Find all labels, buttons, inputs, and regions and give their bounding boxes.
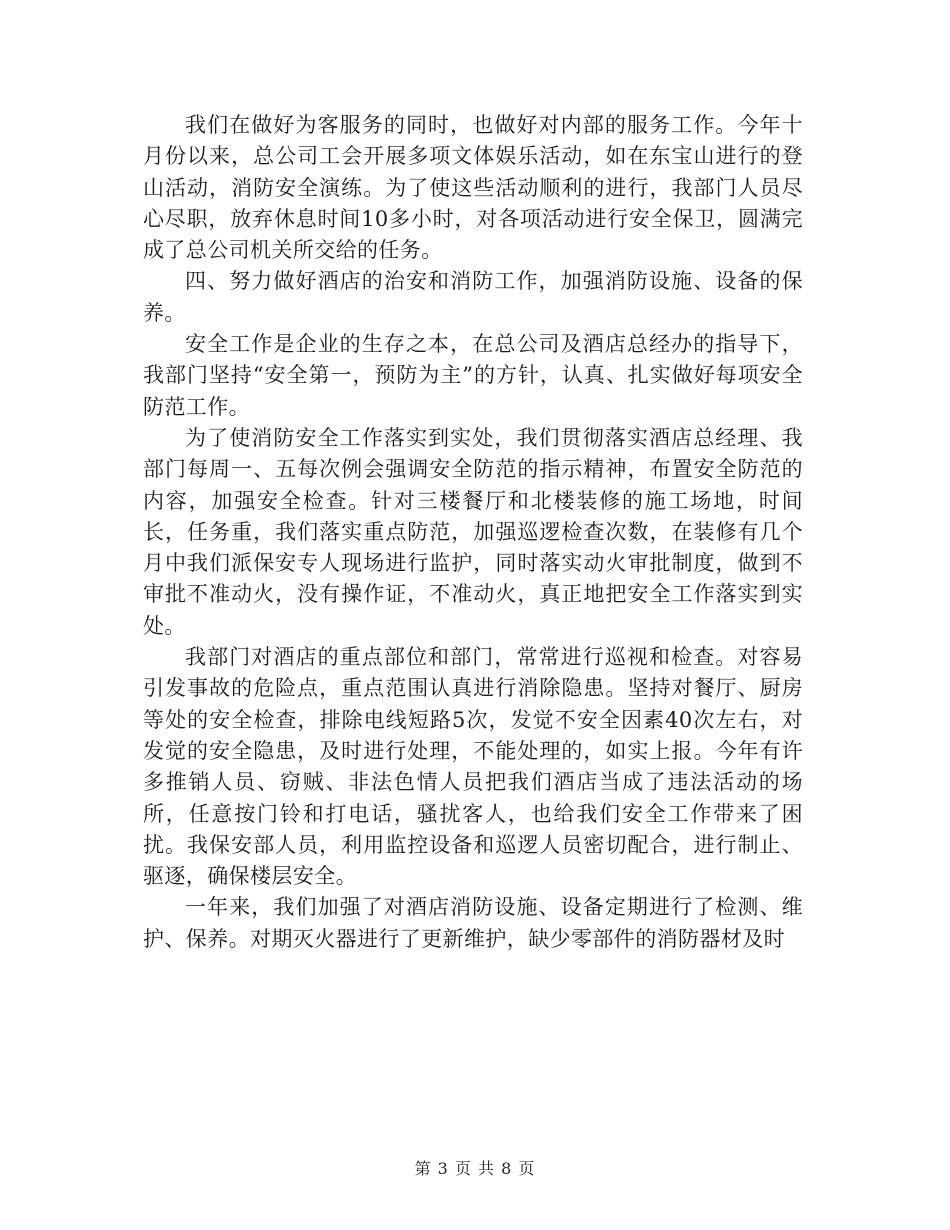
paragraph-equipment-maintenance: 一年来，我们加强了对酒店消防设施、设备定期进行了检测、维护、保养。对期灭火器进行了更新维护，缺少零部件的消防器材及时: [143, 895, 803, 951]
paragraph-safety-foundation: 安全工作是企业的生存之本，在总公司及酒店总经办的指导下，我部门坚持“安全第一，预防为主”的方针，认真、扎实做好每项安全防范工作。: [143, 332, 803, 419]
document-body: [143, 110, 803, 955]
paragraph-inspection-patrol: 我部门对酒店的重点部位和部门，常常进行巡视和检查。对容易引发事故的危险点，重点范围认真进行消除隐患。坚持对餐厅、厨房等处的安全检查，排除电线短路5次，发觉不安全因素40次左右，对发觉的安全隐患，及时进行处理，不能处理的，如实上报。今年有许多推销人员、窃贼、非法色情人员把我们酒店当成了违法活动的场所，任意按门铃和打电话，骚扰客人，也给我们安全工作带来了困扰。我保安部人员，利用监控设备和巡逻人员密切配合，进行制止、驱逐，确保楼层安全。: [143, 645, 803, 889]
paragraph-internal-service: 我们在做好为客服务的同时，也做好对内部的服务工作。今年十月份以来，总公司工会开展多项文体娱乐活动，如在东宝山进行的登山活动，消防安全演练。为了使这些活动顺利的进行，我部门人员尽心尽职，放弃休息时间10多小时，对各项活动进行安全保卫，圆满完成了总公司机关所交给的任务。: [143, 113, 803, 263]
page-number-footer: 第 3 页 共 8 页: [414, 1159, 536, 1178]
section-heading-security-fire: 四、努力做好酒店的治安和消防工作，加强消防设施、设备的保养。: [143, 269, 803, 325]
paragraph-fire-safety-implementation: 为了使消防安全工作落实到实处，我们贯彻落实酒店总经理、我部门每周一、五每次例会强调安全防范的指示精神，布置安全防范的内容，加强安全检查。针对三楼餐厅和北楼装修的施工场地，时间长，任务重，我们落实重点防范，加强巡逻检查次数，在装修有几个月中我们派保安专人现场进行监护，同时落实动火审批制度，做到不审批不准动火，没有操作证，不准动火，真正地把安全工作落实到实处。: [143, 425, 803, 638]
